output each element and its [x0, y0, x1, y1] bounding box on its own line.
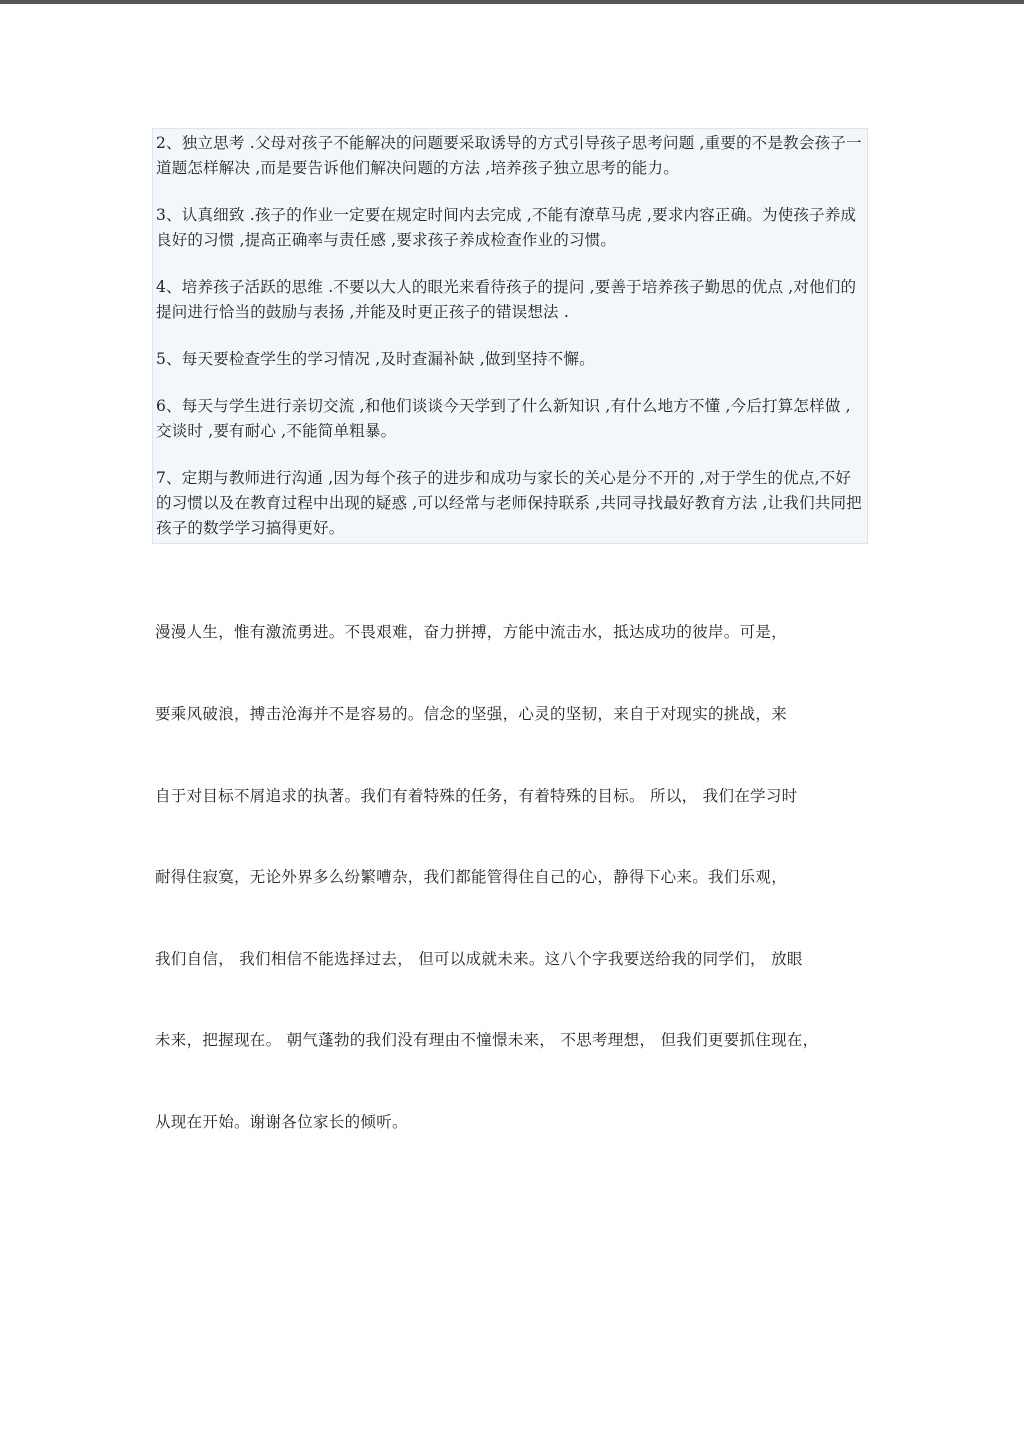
closing-line: 自于对目标不屑追求的执著。我们有着特殊的任务，有着特殊的目标。 所以， 我们在学习时: [155, 786, 798, 805]
tip-item-teacher-contact: 7、定期与教师进行沟通 ,因为每个孩子的进步和成功与家长的关心是分不开的 ,对于学生的优点,不好的习惯以及在教育过程中出现的疑惑 ,可以经常与老师保持联系 ,共同寻找最好教育方法 ,让我们共同把孩子的数学学习搞得更好。: [156, 469, 862, 537]
top-border-rule: [0, 0, 1024, 4]
tip-item-daily-communication: 6、每天与学生进行亲切交流 ,和他们谈谈今天学到了什么新知识 ,有什么地方不懂 ,今后打算怎样做 ,交谈时 ,要有耐心 ,不能简单粗暴。: [156, 397, 851, 440]
closing-line: 未来，把握现在。 朝气蓬勃的我们没有理由不憧憬未来， 不思考理想， 但我们更要抓住现在，: [155, 1031, 819, 1050]
tip-item-active-thinking: 4、培养孩子活跃的思维 .不要以大人的眼光来看待孩子的提问 ,要善于培养孩子勤思的优点 ,对他们的提问进行恰当的鼓励与表扬 ,并能及时更正孩子的错误想法 .: [156, 278, 857, 321]
closing-line: 要乘风破浪，搏击沧海并不是容易的。信念的坚强，心灵的坚韧，来自于对现实的挑战，来: [155, 705, 788, 724]
tip-item-independent-thinking: 2、独立思考 .父母对孩子不能解决的问题要采取诱导的方式引导孩子思考问题 ,重要的不是教会孩子一道题怎样解决 ,而是要告诉他们解决问题的方法 ,培养孩子独立思考的能力。: [156, 134, 862, 177]
closing-line: 漫漫人生，惟有激流勇进。不畏艰难，奋力拼搏，方能中流击水，抵达成功的彼岸。可是，: [155, 623, 788, 642]
closing-paragraph: [155, 565, 867, 1163]
closing-line: 耐得住寂寞，无论外界多么纷繁嘈杂，我们都能管得住自己的心，静得下心来。我们乐观，: [155, 868, 788, 887]
tips-list-box: [152, 128, 868, 544]
tip-item-daily-check: 5、每天要检查学生的学习情况 ,及时查漏补缺 ,做到坚持不懈。: [156, 350, 595, 368]
closing-line: 从现在开始。谢谢各位家长的倾听。: [155, 1113, 408, 1132]
tip-item-careful-homework: 3、认真细致 .孩子的作业一定要在规定时间内去完成 ,不能有潦草马虎 ,要求内容正确。为使孩子养成良好的习惯 ,提高正确率与责任感 ,要求孩子养成检查作业的习惯。: [156, 206, 857, 249]
closing-line: 我们自信， 我们相信不能选择过去， 但可以成就未来。这八个字我要送给我的同学们， 放眼: [155, 949, 803, 968]
